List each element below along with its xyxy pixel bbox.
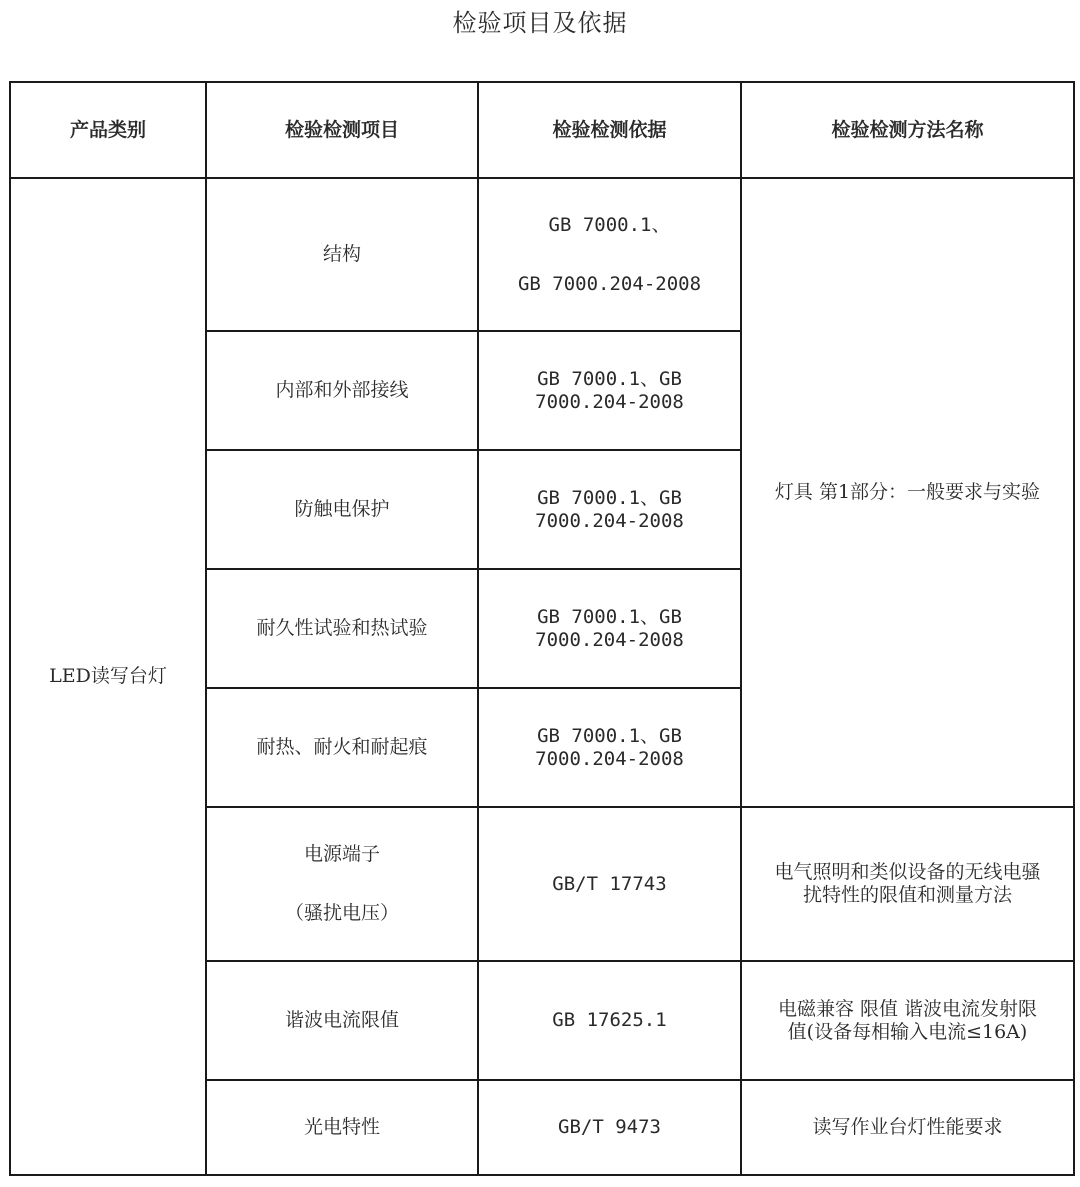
basis-text: GB/T 17743 (552, 872, 667, 895)
basis-cell (478, 688, 741, 807)
item-cell (206, 961, 478, 1080)
item-cell (206, 450, 478, 569)
item-cell (206, 807, 478, 961)
header-row (10, 82, 1074, 178)
item-text: 耐久性试验和热试验 (256, 617, 428, 639)
basis-text: 7000.204-2008 (535, 628, 684, 651)
basis-text: GB 7000.1、GB (537, 367, 682, 390)
item-text: 谐波电流限值 (284, 1009, 399, 1031)
basis-text: GB 7000.1、 (548, 213, 671, 236)
category-cell: LED读写台灯 (10, 178, 206, 1175)
basis-text: GB/T 9473 (558, 1116, 661, 1138)
basis-cell (478, 450, 741, 569)
method-cell (741, 807, 1074, 961)
shared-method-cell: 灯具 第1部分：一般要求与实验 (741, 178, 1074, 807)
method-cell (741, 1080, 1074, 1175)
basis-text: 7000.204-2008 (535, 509, 684, 532)
basis-cell (478, 807, 741, 961)
basis-cell (478, 569, 741, 688)
method-text: 扰特性的限值和测量方法 (802, 884, 1012, 906)
method-cell (741, 961, 1074, 1080)
basis-cell (478, 1080, 741, 1175)
document-title: 检验项目及依据 (452, 9, 628, 37)
method-text: 读写作业台灯性能要求 (812, 1116, 1003, 1138)
basis-cell (478, 961, 741, 1080)
method-text: 值(设备每相输入电流≤16A) (787, 1020, 1028, 1043)
basis-text: GB 7000.1、GB (537, 486, 682, 509)
basis-cell (478, 331, 741, 450)
basis-text: GB 7000.1、GB (537, 724, 682, 747)
table-row (10, 178, 1074, 331)
item-cell (206, 178, 478, 331)
item-cell (206, 688, 478, 807)
basis-text: GB 7000.1、GB (537, 605, 682, 628)
item-cell (206, 569, 478, 688)
header-item: 检验检测项目 (206, 82, 478, 178)
item-text: 光电特性 (303, 1116, 380, 1138)
basis-text: 7000.204-2008 (535, 747, 684, 770)
method-text: 电气照明和类似设备的无线电骚 (774, 861, 1041, 883)
item-text: 内部和外部接线 (275, 379, 409, 401)
basis-text: 7000.204-2008 (535, 390, 684, 413)
item-cell (206, 1080, 478, 1175)
item-text: 结构 (322, 243, 361, 265)
basis-cell (478, 178, 741, 331)
header-method: 检验检测方法名称 (741, 82, 1074, 178)
header-category: 产品类别 (10, 82, 206, 178)
basis-text: GB 17625.1 (552, 1009, 667, 1031)
header-basis: 检验检测依据 (478, 82, 741, 178)
basis-text: GB 7000.204-2008 (517, 272, 702, 295)
item-text: 电源端子 (303, 843, 380, 865)
item-text: 防触电保护 (294, 498, 390, 520)
inspection-table (9, 81, 1075, 1176)
item-text: （骚扰电压） (284, 902, 399, 924)
item-cell (206, 331, 478, 450)
method-text: 电磁兼容 限值 谐波电流发射限 (777, 997, 1038, 1020)
item-text: 耐热、耐火和耐起痕 (256, 736, 428, 758)
